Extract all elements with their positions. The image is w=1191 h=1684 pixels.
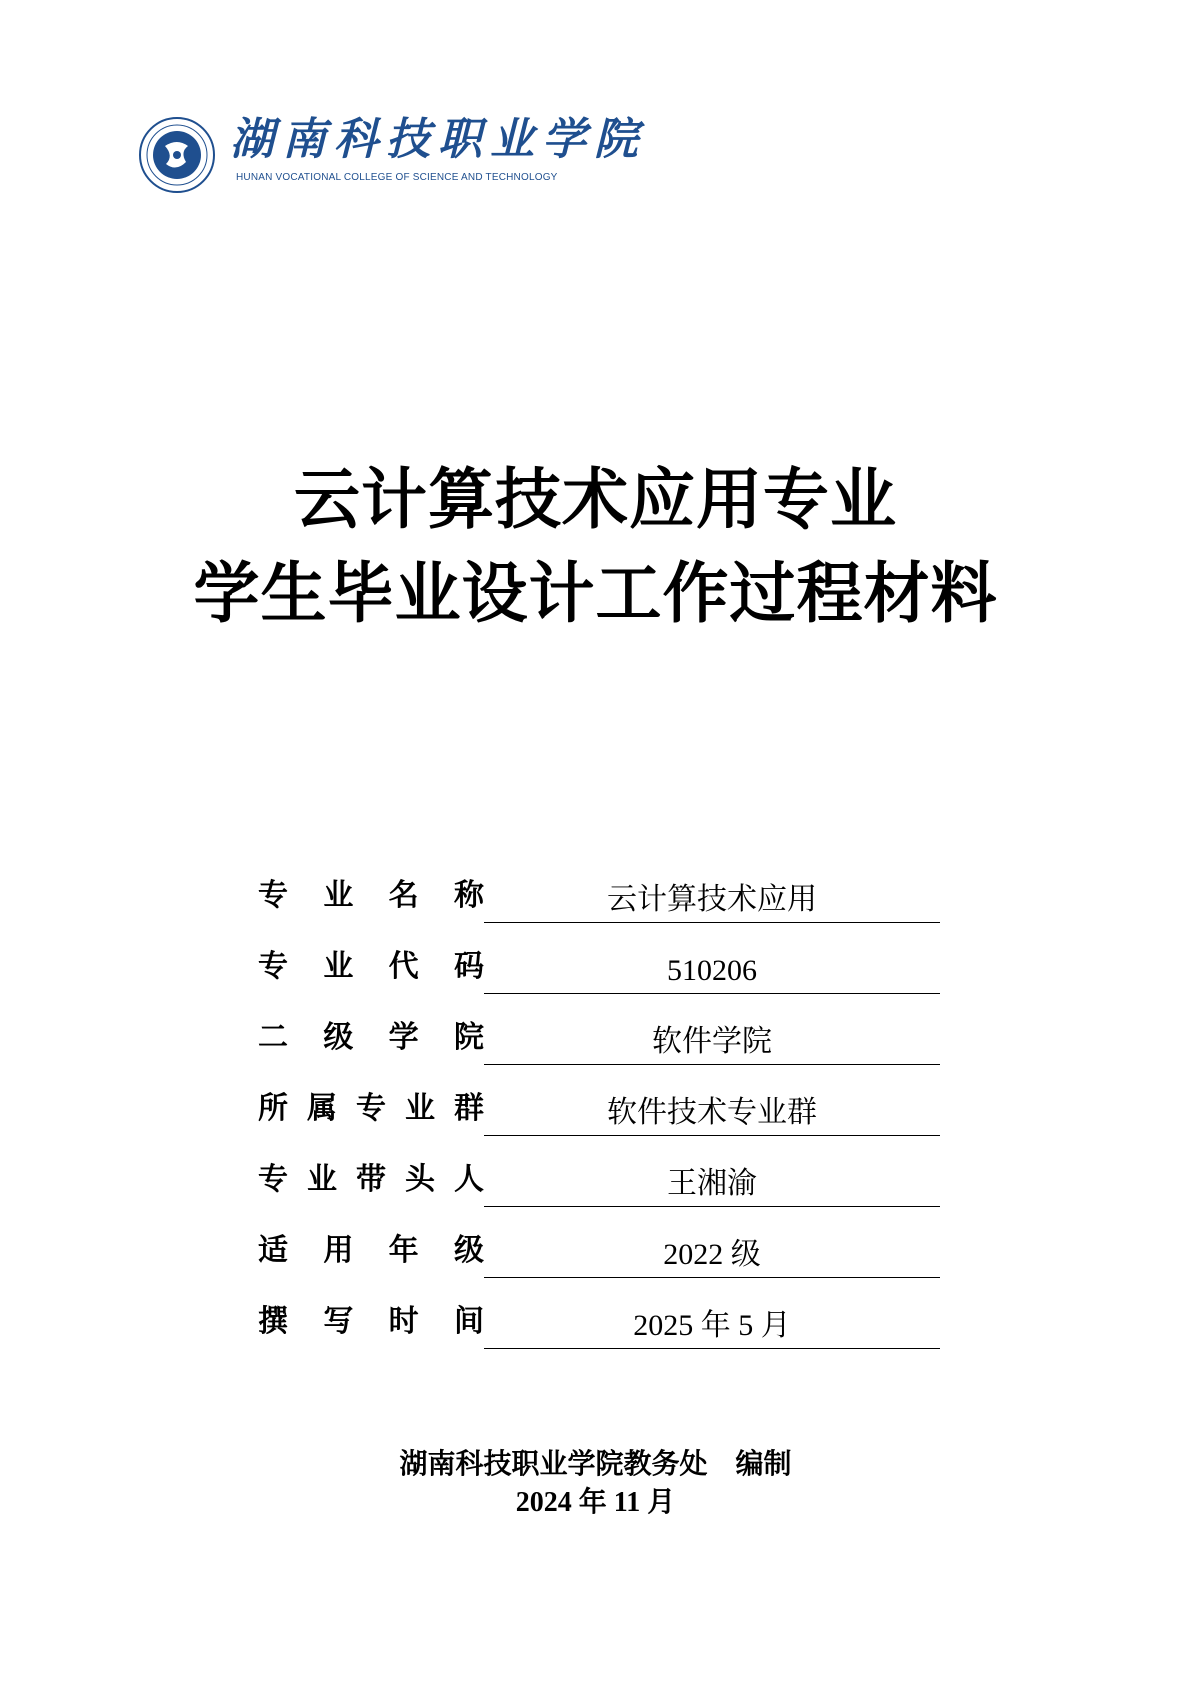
- info-label-char: 适: [258, 1233, 288, 1268]
- info-label: [258, 1018, 484, 1062]
- info-label-char: 年: [388, 1233, 419, 1268]
- info-row: [258, 941, 938, 995]
- info-label-char: 业: [405, 1091, 435, 1126]
- info-row: [258, 1083, 938, 1137]
- info-label-char: 二: [258, 1020, 288, 1055]
- college-emblem-icon: [138, 116, 216, 194]
- info-value: 2022 级: [484, 1225, 940, 1278]
- college-name-en: HUNAN VOCATIONAL COLLEGE OF SCIENCE AND TECHNOLOGY: [236, 172, 558, 183]
- info-label-char: 间: [453, 1304, 484, 1339]
- issuer-line: 湖南科技职业学院教务处 编制: [399, 1447, 792, 1480]
- info-row: [258, 1012, 938, 1066]
- info-label-char: 头: [405, 1162, 435, 1197]
- info-label-char: 写: [323, 1304, 354, 1339]
- info-label-char: 业: [323, 949, 354, 984]
- info-label: [258, 876, 484, 920]
- info-row: [258, 870, 938, 924]
- info-value: 云计算技术应用: [484, 870, 940, 923]
- info-row: [258, 1296, 938, 1350]
- college-name-cn: 湖南科技职业学院: [230, 114, 646, 165]
- info-label: [258, 1160, 484, 1204]
- info-label: [258, 1089, 484, 1133]
- info-label-char: 代: [388, 949, 419, 984]
- info-label-char: 带: [356, 1162, 386, 1197]
- info-label-char: 专: [258, 1162, 288, 1197]
- info-value: 2025 年 5 月: [484, 1296, 940, 1349]
- info-label-char: 时: [388, 1304, 419, 1339]
- issue-date: 2024 年 11 月: [515, 1487, 676, 1518]
- info-label-char: 学: [388, 1020, 419, 1055]
- info-label-char: 群: [454, 1091, 484, 1126]
- info-label-char: 人: [454, 1162, 484, 1197]
- info-label: [258, 1302, 484, 1346]
- info-label-char: 码: [453, 949, 484, 984]
- info-label: [258, 1231, 484, 1275]
- info-label-char: 级: [453, 1233, 484, 1268]
- info-label-char: 属: [307, 1091, 337, 1126]
- info-label-char: 名: [388, 878, 419, 913]
- info-label-char: 级: [323, 1020, 354, 1055]
- info-label-char: 业: [323, 878, 354, 913]
- info-label-char: 院: [453, 1020, 484, 1055]
- info-label-char: 专: [258, 878, 288, 913]
- info-label-char: 所: [258, 1091, 288, 1126]
- info-label-char: 专: [356, 1091, 386, 1126]
- info-value: 510206: [484, 941, 940, 994]
- info-row: [258, 1154, 938, 1208]
- college-logo: [138, 110, 646, 200]
- document-title-line2: 学生毕业设计工作过程材料: [193, 555, 998, 632]
- info-label: [258, 947, 484, 991]
- info-value: 软件学院: [484, 1012, 940, 1065]
- info-label-char: 业: [307, 1162, 337, 1197]
- info-label-char: 专: [258, 949, 288, 984]
- info-label-char: 撰: [258, 1304, 288, 1339]
- document-title-line1: 云计算技术应用专业: [294, 461, 897, 538]
- info-value: 王湘渝: [484, 1154, 940, 1207]
- info-value: 软件技术专业群: [484, 1083, 940, 1136]
- info-label-char: 用: [323, 1233, 354, 1268]
- info-label-char: 称: [453, 878, 484, 913]
- info-row: [258, 1225, 938, 1279]
